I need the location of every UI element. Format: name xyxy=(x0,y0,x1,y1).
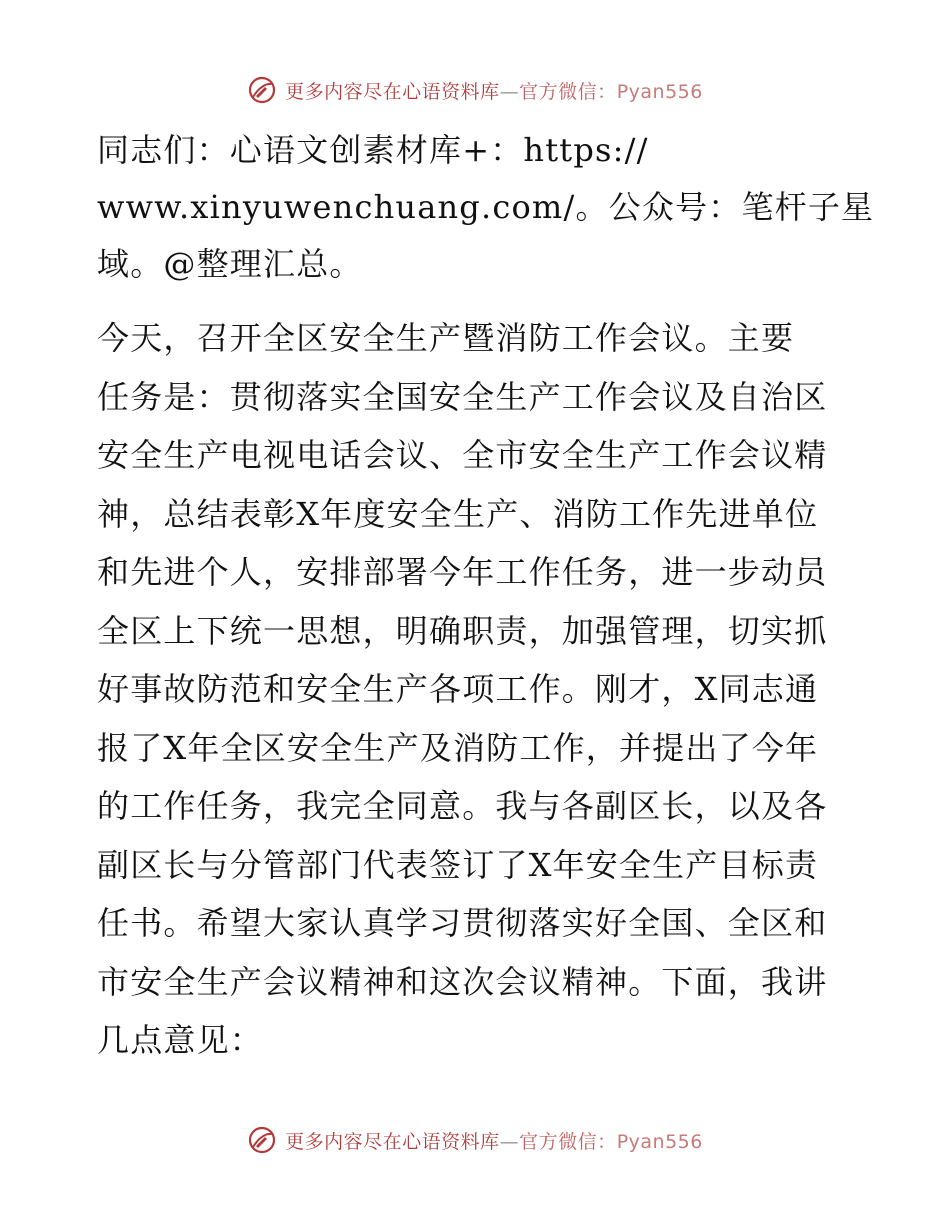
watermark-handle: Pyan556 xyxy=(616,80,703,103)
body-line: 任务是：贯彻落实全国安全生产工作会议及自治区 xyxy=(97,378,828,416)
body-line: 今天，召开全区安全生产暨消防工作会议。主要 xyxy=(97,319,795,357)
watermark-site: 更多内容尽在心语资料库 xyxy=(285,80,500,103)
watermark-handle: Pyan556 xyxy=(616,1130,703,1153)
body-line: 全区上下统一思想，明确职责，加强管理，切实抓 xyxy=(97,612,828,650)
body-line: 报了X年全区安全生产及消防工作，并提出了今年 xyxy=(97,729,819,767)
body-line: 和先进个人，安排部署今年工作任务，进一步动员 xyxy=(97,553,828,591)
body-line: 好事故防范和安全生产各项工作。刚才，X同志通 xyxy=(97,670,819,708)
watermark-contact-label: 官方微信： xyxy=(519,80,617,103)
pen-logo-icon xyxy=(247,1125,277,1155)
watermark-text xyxy=(285,1127,703,1154)
footer-watermark xyxy=(0,1120,950,1160)
body-line: 市安全生产会议精神和这次会议精神。下面，我讲 xyxy=(97,963,828,1001)
pen-logo-icon xyxy=(247,75,277,105)
body-line: 副区长与分管部门代表签订了X年安全生产目标责 xyxy=(97,846,819,884)
watermark-text xyxy=(285,77,703,104)
intro-line: 域。@整理汇总。 xyxy=(97,245,363,283)
body-line: 安全生产电视电话会议、全市安全生产工作会议精 xyxy=(97,436,828,474)
watermark-site: 更多内容尽在心语资料库 xyxy=(285,1130,500,1153)
intro-line: 同志们：心语文创素材库+：https:// xyxy=(97,131,649,169)
intro-line: www.xinyuwenchuang.com/。公众号：笔杆子星 xyxy=(97,188,875,226)
watermark-dash: — xyxy=(499,1130,520,1153)
watermark-dash: — xyxy=(499,80,520,103)
body-line: 神，总结表彰X年度安全生产、消防工作先进单位 xyxy=(97,495,819,533)
body-line: 任书。希望大家认真学习贯彻落实好全国、全区和 xyxy=(97,904,828,942)
body-line: 的工作任务，我完全同意。我与各副区长，以及各 xyxy=(97,787,828,825)
watermark-contact-label: 官方微信： xyxy=(519,1130,617,1153)
body-line: 几点意见： xyxy=(97,1021,264,1059)
header-watermark xyxy=(0,70,950,110)
